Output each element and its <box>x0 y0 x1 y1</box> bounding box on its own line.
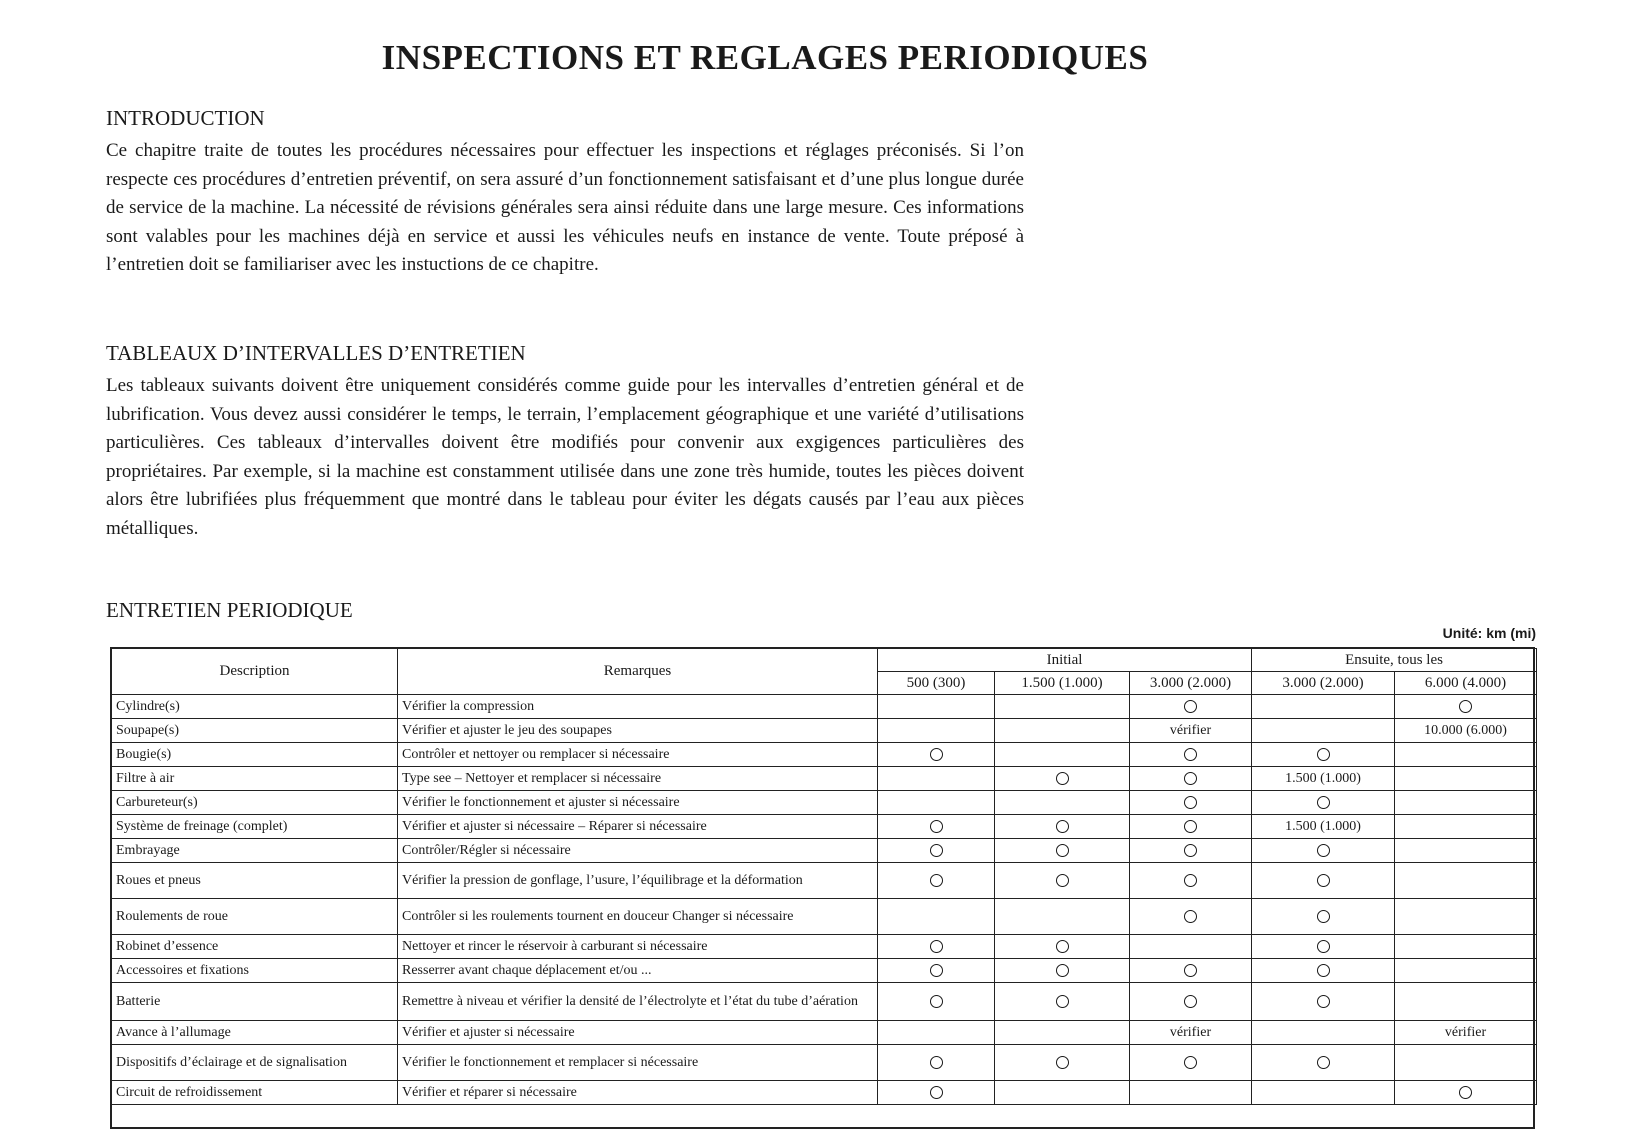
table-row <box>112 863 1537 899</box>
interval-cell <box>878 863 995 899</box>
interval-cell <box>995 935 1130 959</box>
row-remarks: Vérifier et ajuster si nécessaire <box>398 1021 878 1045</box>
interval-cell <box>1252 791 1395 815</box>
circle-mark-icon <box>1317 874 1330 887</box>
row-description: Embrayage <box>112 839 398 863</box>
circle-mark-icon <box>1317 964 1330 977</box>
interval-cell: vérifier <box>1130 1021 1252 1045</box>
circle-mark-icon <box>1056 772 1069 785</box>
row-remarks: Type see – Nettoyer et remplacer si nécessaire <box>398 767 878 791</box>
header-initial: Initial <box>878 649 1252 672</box>
table-row <box>112 959 1537 983</box>
row-description: Système de freinage (complet) <box>112 815 398 839</box>
interval-cell <box>995 959 1130 983</box>
circle-mark-icon <box>1317 844 1330 857</box>
circle-mark-icon <box>930 748 943 761</box>
interval-cell <box>1252 983 1395 1021</box>
circle-mark-icon <box>1056 940 1069 953</box>
interval-cell: vérifier <box>1395 1021 1537 1045</box>
circle-mark-icon <box>1184 910 1197 923</box>
empty-cell <box>995 719 1130 743</box>
header-interval: 3.000 (2.000) <box>1252 672 1395 695</box>
empty-cell <box>995 791 1130 815</box>
circle-mark-icon <box>1184 995 1197 1008</box>
interval-cell <box>1252 1045 1395 1081</box>
maintenance-table <box>111 648 1537 1105</box>
empty-cell <box>1252 1081 1395 1105</box>
interval-cell <box>1252 935 1395 959</box>
circle-mark-icon <box>1184 796 1197 809</box>
interval-cell <box>995 815 1130 839</box>
row-description: Soupape(s) <box>112 719 398 743</box>
circle-mark-icon <box>1459 1086 1472 1099</box>
interval-cell <box>878 959 995 983</box>
interval-cell <box>1252 959 1395 983</box>
table-row <box>112 695 1537 719</box>
empty-cell <box>1395 935 1537 959</box>
empty-cell <box>1395 959 1537 983</box>
circle-mark-icon <box>1184 700 1197 713</box>
introduction-paragraph: Ce chapitre traite de toutes les procédures nécessaires pour effectuer les inspections et réglages préconisés. Si l’on respecte ces procédures d’entretien préventif, on sera assuré d’un fonctionnement satisfaisant et d’une plus longue durée de service de la machine. La nécessité de révisions générales sera ainsi réduite dans une large mesure. Ces informations sont valables pour les machines déjà en service et aussi les véhicules neufs en instance de vente. Toute préposé à l’entretien doit se familiariser avec les instuctions de ce chapitre. <box>106 140 1024 276</box>
empty-cell <box>878 695 995 719</box>
interval-cell: 1.500 (1.000) <box>1252 815 1395 839</box>
row-description: Cylindre(s) <box>112 695 398 719</box>
interval-cell <box>1130 767 1252 791</box>
circle-mark-icon <box>1184 820 1197 833</box>
empty-cell <box>995 695 1130 719</box>
circle-mark-icon <box>1317 940 1330 953</box>
introduction-heading: INTRODUCTION <box>106 106 265 130</box>
table-row <box>112 791 1537 815</box>
header-description: Description <box>112 649 398 695</box>
header-thereafter: Ensuite, tous les <box>1252 649 1537 672</box>
empty-cell <box>878 767 995 791</box>
circle-mark-icon <box>1056 1056 1069 1069</box>
empty-cell <box>995 743 1130 767</box>
empty-cell <box>1395 815 1537 839</box>
empty-cell <box>878 1021 995 1045</box>
circle-mark-icon <box>930 995 943 1008</box>
row-remarks: Nettoyer et rincer le réservoir à carburant si nécessaire <box>398 935 878 959</box>
interval-cell: vérifier <box>1130 719 1252 743</box>
interval-cell <box>1130 839 1252 863</box>
interval-cell: 10.000 (6.000) <box>1395 719 1537 743</box>
unit-label: Unité: km (mi) <box>1442 625 1536 641</box>
circle-mark-icon <box>1184 772 1197 785</box>
interval-cell <box>1130 959 1252 983</box>
header-interval: 500 (300) <box>878 672 995 695</box>
empty-cell <box>1395 767 1537 791</box>
circle-mark-icon <box>930 874 943 887</box>
empty-cell <box>878 719 995 743</box>
circle-mark-icon <box>930 1056 943 1069</box>
circle-mark-icon <box>1317 796 1330 809</box>
interval-cell <box>878 983 995 1021</box>
empty-cell <box>878 791 995 815</box>
table-row <box>112 983 1537 1021</box>
circle-mark-icon <box>930 820 943 833</box>
interval-cell <box>1130 695 1252 719</box>
interval-cell <box>1130 791 1252 815</box>
circle-mark-icon <box>1184 748 1197 761</box>
row-description: Roulements de roue <box>112 899 398 935</box>
periodic-heading: ENTRETIEN PERIODIQUE <box>106 598 353 622</box>
row-description: Avance à l’allumage <box>112 1021 398 1045</box>
empty-cell <box>1395 743 1537 767</box>
intervals-paragraph: Les tableaux suivants doivent être uniquement considérés comme guide pour les intervalles d’entretien général et de lubrification. Vous devez aussi considérer le temps, le terrain, l’emplacement géographique et une variété d’utilisations particulières. Ces tableaux d’intervalles doivent être modifiés pour convenir aux exgigences particulières des propriétaires. Par exemple, si la machine est constamment utilisée dans une zone très humide, toutes les pièces doivent alors être lubrifiées plus fréquemment que montré dans le tableau pour éviter les dégats causés par l’eau aux pièces métalliques. <box>106 375 1024 539</box>
empty-cell <box>1395 839 1537 863</box>
header-interval: 3.000 (2.000) <box>1130 672 1252 695</box>
circle-mark-icon <box>1317 1056 1330 1069</box>
circle-mark-icon <box>1184 964 1197 977</box>
circle-mark-icon <box>1317 910 1330 923</box>
table-row <box>112 743 1537 767</box>
row-description: Dispositifs d’éclairage et de signalisation <box>112 1045 398 1081</box>
header-interval: 6.000 (4.000) <box>1395 672 1537 695</box>
circle-mark-icon <box>930 964 943 977</box>
circle-mark-icon <box>1056 844 1069 857</box>
table-row <box>112 719 1537 743</box>
row-description: Bougie(s) <box>112 743 398 767</box>
empty-cell <box>1130 935 1252 959</box>
interval-cell: 1.500 (1.000) <box>1252 767 1395 791</box>
interval-cell <box>878 935 995 959</box>
row-description: Roues et pneus <box>112 863 398 899</box>
table-row <box>112 1021 1537 1045</box>
empty-cell <box>1395 1045 1537 1081</box>
header-remarks: Remarques <box>398 649 878 695</box>
row-remarks: Vérifier le fonctionnement et remplacer si nécessaire <box>398 1045 878 1081</box>
row-remarks: Vérifier et ajuster le jeu des soupapes <box>398 719 878 743</box>
empty-cell <box>1395 791 1537 815</box>
table-body <box>112 695 1537 1105</box>
circle-mark-icon <box>1184 1056 1197 1069</box>
circle-mark-icon <box>1056 995 1069 1008</box>
circle-mark-icon <box>1056 820 1069 833</box>
table-row <box>112 1045 1537 1081</box>
empty-cell <box>1395 983 1537 1021</box>
row-description: Robinet d’essence <box>112 935 398 959</box>
row-remarks: Vérifier la pression de gonflage, l’usure, l’équilibrage et la déformation <box>398 863 878 899</box>
row-remarks: Resserrer avant chaque déplacement et/ou ... <box>398 959 878 983</box>
row-remarks: Contrôler et nettoyer ou remplacer si nécessaire <box>398 743 878 767</box>
circle-mark-icon <box>1317 748 1330 761</box>
interval-cell <box>995 1045 1130 1081</box>
interval-cell <box>1252 839 1395 863</box>
empty-cell <box>1395 899 1537 935</box>
row-remarks: Remettre à niveau et vérifier la densité de l’électrolyte et l’état du tube d’aération <box>398 983 878 1021</box>
interval-cell <box>1395 695 1537 719</box>
circle-mark-icon <box>1317 995 1330 1008</box>
table-row <box>112 935 1537 959</box>
interval-cell <box>1130 863 1252 899</box>
row-remarks: Vérifier le fonctionnement et ajuster si nécessaire <box>398 791 878 815</box>
row-remarks: Contrôler/Régler si nécessaire <box>398 839 878 863</box>
circle-mark-icon <box>930 940 943 953</box>
table-row <box>112 839 1537 863</box>
row-remarks: Vérifier la compression <box>398 695 878 719</box>
empty-cell <box>995 899 1130 935</box>
intervals-heading: TABLEAUX D’INTERVALLES D’ENTRETIEN <box>106 341 526 365</box>
row-description: Circuit de refroidissement <box>112 1081 398 1105</box>
empty-cell <box>995 1021 1130 1045</box>
row-remarks: Vérifier et ajuster si nécessaire – Réparer si nécessaire <box>398 815 878 839</box>
interval-cell <box>878 839 995 863</box>
empty-cell <box>995 1081 1130 1105</box>
table-row <box>112 815 1537 839</box>
row-description: Batterie <box>112 983 398 1021</box>
circle-mark-icon <box>1459 700 1472 713</box>
interval-cell <box>878 743 995 767</box>
row-description: Filtre à air <box>112 767 398 791</box>
interval-cell <box>1130 899 1252 935</box>
interval-cell <box>878 815 995 839</box>
interval-cell <box>878 1081 995 1105</box>
table-row <box>112 1081 1537 1105</box>
interval-cell <box>878 1045 995 1081</box>
interval-cell <box>1130 743 1252 767</box>
table-row <box>112 899 1537 935</box>
empty-cell <box>1252 1021 1395 1045</box>
circle-mark-icon <box>1056 874 1069 887</box>
empty-cell <box>1130 1081 1252 1105</box>
interval-cell <box>995 839 1130 863</box>
interval-cell <box>995 863 1130 899</box>
page-title: INSPECTIONS ET REGLAGES PERIODIQUES <box>381 38 1149 77</box>
row-remarks: Vérifier et réparer si nécessaire <box>398 1081 878 1105</box>
empty-cell <box>1395 863 1537 899</box>
interval-cell <box>1252 863 1395 899</box>
interval-cell <box>1252 743 1395 767</box>
interval-cell <box>1130 983 1252 1021</box>
interval-cell <box>995 767 1130 791</box>
row-description: Accessoires et fixations <box>112 959 398 983</box>
circle-mark-icon <box>930 1086 943 1099</box>
interval-cell <box>1395 1081 1537 1105</box>
table-row <box>112 767 1537 791</box>
row-remarks: Contrôler si les roulements tournent en douceur Changer si nécessaire <box>398 899 878 935</box>
circle-mark-icon <box>1056 964 1069 977</box>
empty-cell <box>1252 695 1395 719</box>
empty-cell <box>878 899 995 935</box>
interval-cell <box>995 983 1130 1021</box>
row-description: Carbureteur(s) <box>112 791 398 815</box>
empty-cell <box>1252 719 1395 743</box>
interval-cell <box>1130 815 1252 839</box>
circle-mark-icon <box>1184 874 1197 887</box>
circle-mark-icon <box>1184 844 1197 857</box>
interval-cell <box>1130 1045 1252 1081</box>
header-interval: 1.500 (1.000) <box>995 672 1130 695</box>
circle-mark-icon <box>930 844 943 857</box>
interval-cell <box>1252 899 1395 935</box>
